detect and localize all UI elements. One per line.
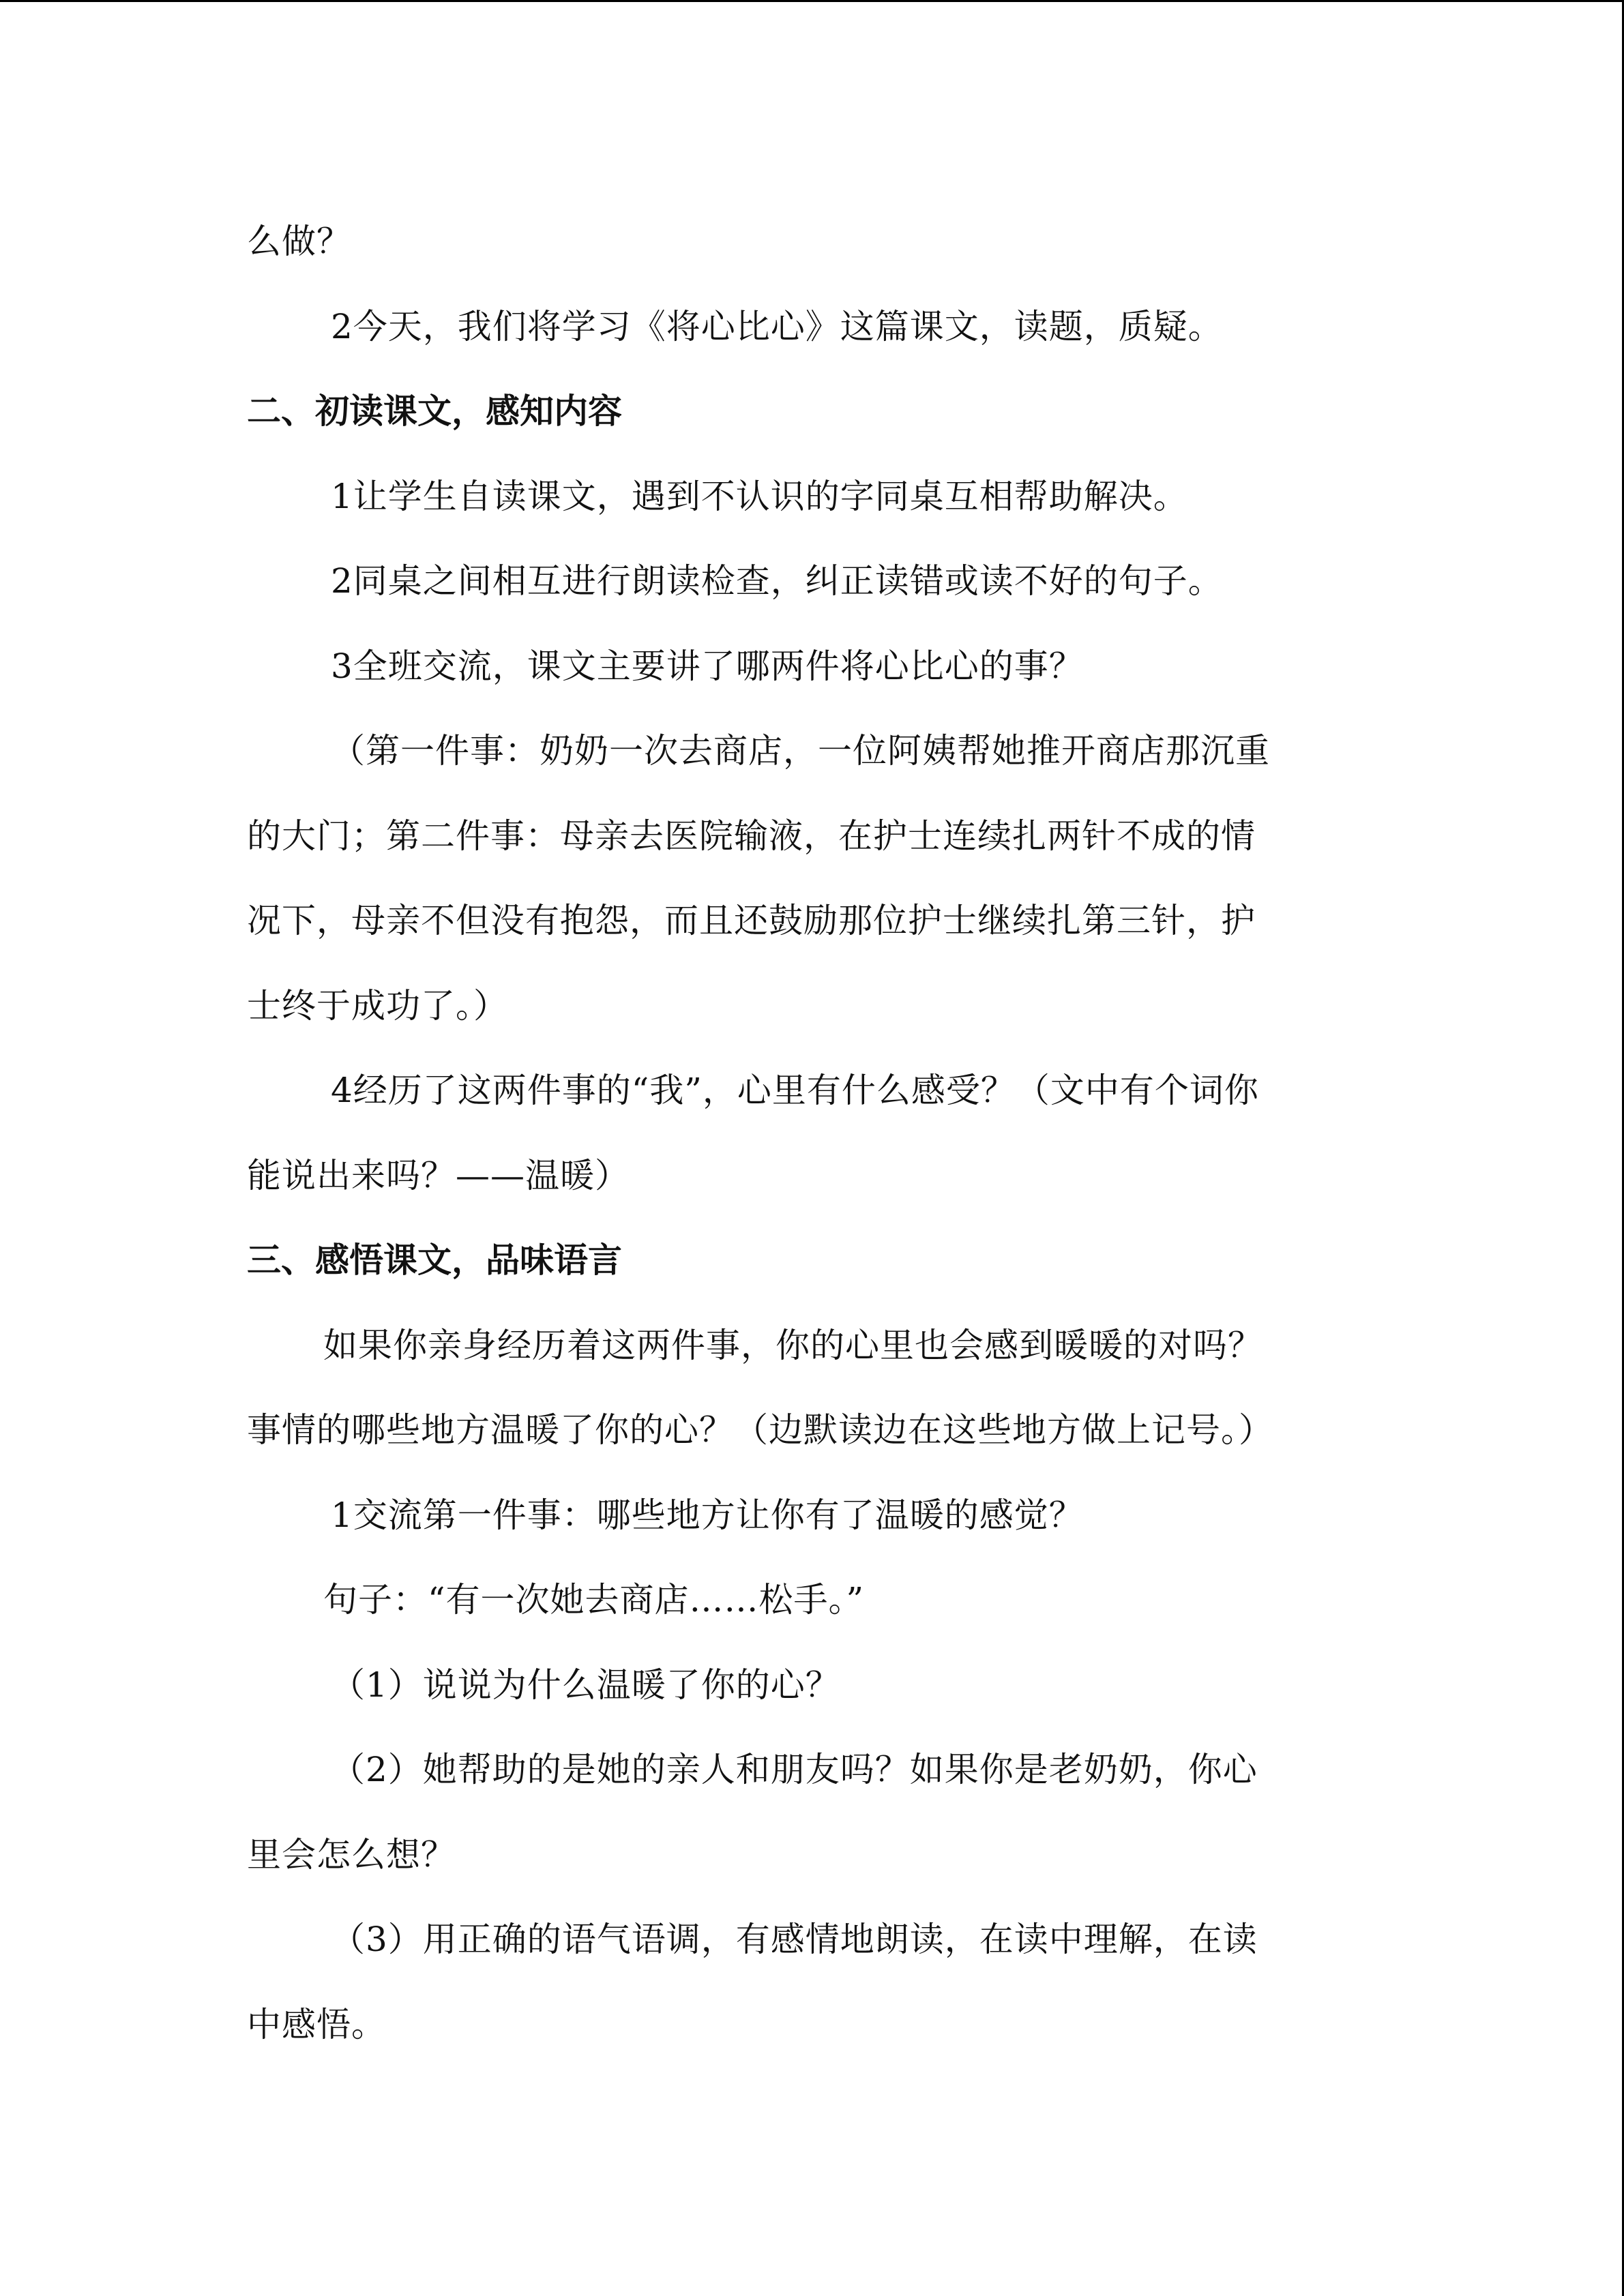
text-line: 里会怎么想？ (247, 1834, 456, 1875)
text-line: 2今天，我们将学习《将心比心》这篇课文，读题，质疑。 (331, 306, 1223, 346)
text-line: 1交流第一件事：哪些地方让你有了温暖的感觉？ (331, 1495, 1084, 1535)
text-line: 2同桌之间相互进行朗读检查，纠正读错或读不好的句子。 (331, 561, 1223, 601)
page-top-border (0, 0, 1624, 2)
text-line: 如果你亲身经历着这两件事，你的心里也会感到暖暖的对吗？ (323, 1325, 1263, 1365)
text-line: 能说出来吗？——温暖） (247, 1155, 630, 1195)
text-line: 么做？ (247, 222, 351, 261)
text-line: 句子：“有一次她去商店……松手。” (323, 1580, 865, 1620)
text-line: 事情的哪些地方温暖了你的心？（边默读边在这些地方做上记号。） (247, 1410, 1273, 1450)
text-line: 况下，母亲不但没有抱怨，而且还鼓励那位护士继续扎第三针，护 (247, 901, 1256, 940)
text-line: 3全班交流，课文主要讲了哪两件将心比心的事？ (331, 646, 1084, 686)
section-heading: 二、初读课文，感知内容 (247, 391, 622, 431)
text-line: 1让学生自读课文，遇到不认识的字同桌互相帮助解决。 (331, 476, 1188, 516)
text-line: （第一件事：奶奶一次去商店，一位阿姨帮她推开商店那沉重 (331, 731, 1270, 771)
text-line: 中感悟。 (247, 2004, 386, 2044)
text-line: （3）用正确的语气语调，有感情地朗读，在读中理解，在读 (331, 1920, 1258, 1959)
text-line: 4经历了这两件事的“我”，心里有什么感受？（文中有个词你 (331, 1071, 1259, 1110)
text-line: （2）她帮助的是她的亲人和朋友吗？如果你是老奶奶，你心 (331, 1750, 1258, 1789)
section-heading: 三、感悟课文，品味语言 (247, 1240, 622, 1280)
text-line: 的大门；第二件事：母亲去医院输液，在护士连续扎两针不成的情 (247, 816, 1256, 856)
document-body (247, 199, 1379, 2067)
text-line: 士终于成功了。） (247, 985, 508, 1026)
text-line: （1）说说为什么温暖了你的心？ (331, 1665, 840, 1705)
